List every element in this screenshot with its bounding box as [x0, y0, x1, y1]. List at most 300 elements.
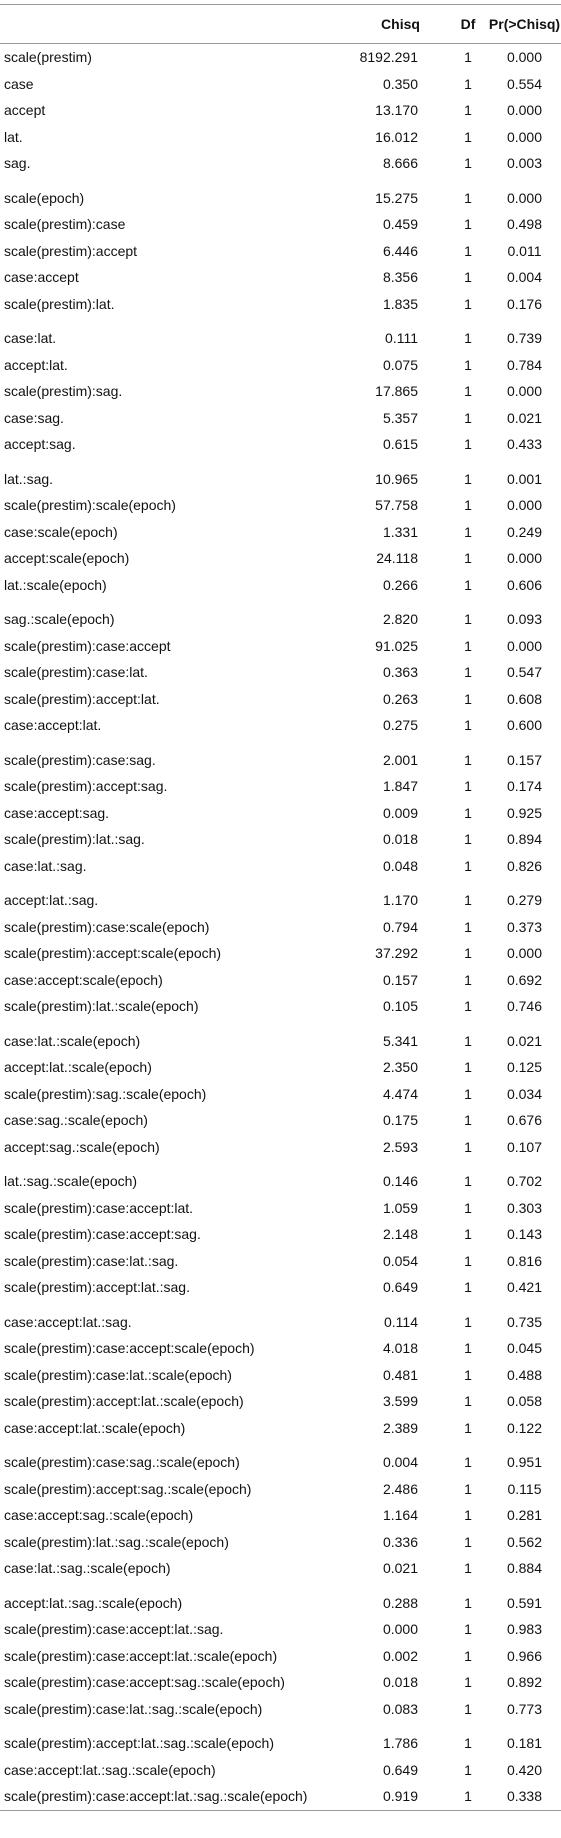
table-row	[0, 378, 561, 405]
term-cell: scale(prestim):case	[4, 216, 126, 233]
term-cell: accept:lat.:sag.:scale(epoch)	[4, 1594, 183, 1611]
table-row	[0, 1134, 561, 1161]
p-value-cell: 0.125	[506, 1059, 543, 1076]
p-value-cell: 0.000	[506, 189, 543, 206]
term-cell: scale(prestim)	[4, 49, 92, 66]
df-cell: 1	[464, 269, 472, 286]
term-cell: lat.	[4, 128, 23, 145]
chisq-cell: 57.758	[375, 497, 418, 514]
df-cell: 1	[464, 1735, 472, 1752]
p-value-cell: 0.894	[506, 831, 543, 848]
df-cell: 1	[464, 1507, 472, 1524]
p-value-cell: 0.003	[506, 155, 543, 172]
p-value-cell: 0.174	[506, 778, 543, 795]
chisq-cell: 1.786	[382, 1735, 418, 1752]
table-header	[0, 5, 561, 44]
chisq-cell: 1.835	[382, 295, 418, 312]
term-cell: scale(prestim):case:accept:lat.:sag.	[4, 1621, 224, 1638]
term-cell: scale(prestim):accept:scale(epoch)	[4, 945, 222, 962]
term-cell: scale(prestim):accept:lat.:sag.:scale(epoch)	[4, 1735, 274, 1752]
chisq-cell: 0.021	[382, 1560, 418, 1577]
header-df: Df	[460, 16, 476, 32]
p-value-cell: 0.004	[506, 269, 543, 286]
header-p-value: Pr(>Chisq)	[488, 16, 561, 32]
df-cell: 1	[464, 1366, 472, 1383]
df-cell: 1	[464, 75, 472, 92]
chisq-cell: 0.794	[382, 918, 418, 935]
table-row	[0, 431, 561, 458]
table-row	[0, 405, 561, 432]
table-row	[0, 967, 561, 994]
table-row	[0, 1476, 561, 1503]
chisq-cell: 37.292	[375, 945, 418, 962]
term-cell: scale(prestim):scale(epoch)	[4, 497, 176, 514]
table-row	[0, 800, 561, 827]
table-row	[0, 914, 561, 941]
df-cell: 1	[464, 242, 472, 259]
df-cell: 1	[464, 857, 472, 874]
p-value-cell: 0.600	[506, 717, 543, 734]
p-value-cell: 0.547	[506, 664, 543, 681]
chisq-cell: 1.331	[382, 523, 418, 540]
chisq-cell: 15.275	[375, 189, 418, 206]
table-row	[0, 659, 561, 686]
table-row	[0, 211, 561, 238]
chisq-cell: 1.059	[382, 1199, 418, 1216]
table-row	[0, 291, 561, 318]
df-cell: 1	[464, 664, 472, 681]
table-row	[0, 572, 561, 599]
chisq-cell: 5.357	[382, 409, 418, 426]
p-value-cell: 0.951	[506, 1454, 543, 1471]
term-cell: scale(prestim):accept:sag.	[4, 778, 168, 795]
term-cell: case:accept:scale(epoch)	[4, 971, 163, 988]
df-cell: 1	[464, 295, 472, 312]
chisq-cell: 2.486	[382, 1480, 418, 1497]
df-cell: 1	[464, 550, 472, 567]
p-value-cell: 0.303	[506, 1199, 543, 1216]
table-row	[0, 1248, 561, 1275]
p-value-cell: 0.826	[506, 857, 543, 874]
df-cell: 1	[464, 356, 472, 373]
table-row	[0, 1107, 561, 1134]
p-value-cell: 0.000	[506, 128, 543, 145]
p-value-cell: 0.739	[506, 330, 543, 347]
p-value-cell: 0.000	[506, 497, 543, 514]
table-row	[0, 177, 561, 212]
p-value-cell: 0.281	[506, 1507, 543, 1524]
df-cell: 1	[464, 1419, 472, 1436]
table-row	[0, 940, 561, 967]
p-value-cell: 0.925	[506, 804, 543, 821]
table-row	[0, 993, 561, 1020]
term-cell: scale(prestim):lat.:sag.	[4, 831, 145, 848]
term-cell: case:lat.:sag.	[4, 857, 87, 874]
table-row	[0, 519, 561, 546]
table-row	[0, 826, 561, 853]
p-value-cell: 0.562	[506, 1533, 543, 1550]
term-cell: scale(prestim):case:accept:lat.	[4, 1199, 194, 1216]
df-cell: 1	[464, 1340, 472, 1357]
chisq-cell: 24.118	[376, 550, 418, 567]
df-cell: 1	[464, 1621, 472, 1638]
term-cell: scale(prestim):lat.:scale(epoch)	[4, 998, 199, 1015]
p-value-cell: 0.021	[506, 409, 543, 426]
term-cell: case:accept	[4, 269, 79, 286]
chisq-cell: 4.018	[382, 1340, 418, 1357]
p-value-cell: 0.045	[506, 1340, 543, 1357]
p-value-cell: 0.773	[506, 1700, 543, 1717]
table-row	[0, 1502, 561, 1529]
chisq-cell: 2.593	[382, 1138, 418, 1155]
df-cell: 1	[464, 189, 472, 206]
term-cell: lat.:sag.	[4, 470, 54, 487]
df-cell: 1	[464, 216, 472, 233]
table-row	[0, 1160, 561, 1195]
df-cell: 1	[464, 49, 472, 66]
p-value-cell: 0.000	[506, 383, 543, 400]
df-cell: 1	[464, 1480, 472, 1497]
term-cell: accept:sag.:scale(epoch)	[4, 1138, 160, 1155]
p-value-cell: 0.000	[506, 637, 543, 654]
p-value-cell: 0.000	[506, 945, 543, 962]
table-row	[0, 150, 561, 177]
df-cell: 1	[464, 470, 472, 487]
chisq-cell: 0.048	[382, 857, 418, 874]
df-cell: 1	[464, 1313, 472, 1330]
table-row	[0, 1555, 561, 1582]
table-row	[0, 1757, 561, 1784]
term-cell: accept:lat.	[4, 356, 68, 373]
table-row	[0, 352, 561, 379]
table-row	[0, 545, 561, 572]
term-cell: accept	[4, 102, 46, 119]
term-cell: scale(prestim):case:accept:sag.:scale(epoch)	[4, 1674, 285, 1691]
p-value-cell: 0.983	[506, 1621, 543, 1638]
chisq-cell: 0.146	[382, 1173, 418, 1190]
chisq-cell: 0.919	[382, 1788, 418, 1805]
df-cell: 1	[464, 804, 472, 821]
p-value-cell: 0.115	[507, 1480, 542, 1497]
chisq-cell: 5.341	[382, 1032, 418, 1049]
term-cell: scale(prestim):accept:lat.:scale(epoch)	[4, 1393, 244, 1410]
term-cell: case:scale(epoch)	[4, 523, 118, 540]
p-value-cell: 0.591	[506, 1594, 543, 1611]
table-row	[0, 686, 561, 713]
term-cell: scale(prestim):accept:lat.	[4, 690, 160, 707]
table-row	[0, 1388, 561, 1415]
term-cell: scale(prestim):case:lat.	[4, 664, 148, 681]
table-row	[0, 1195, 561, 1222]
anova-table	[0, 4, 561, 1811]
chisq-cell: 0.018	[382, 831, 418, 848]
term-cell: scale(prestim):case:sag.	[4, 751, 156, 768]
p-value-cell: 0.421	[506, 1279, 543, 1296]
header-term	[0, 5, 333, 44]
term-cell: scale(prestim):lat.:sag.:scale(epoch)	[4, 1533, 229, 1550]
chisq-cell: 0.266	[382, 576, 418, 593]
table-row	[0, 1221, 561, 1248]
df-cell: 1	[464, 892, 472, 909]
term-cell: case:accept:lat.:sag.:scale(epoch)	[4, 1761, 216, 1778]
chisq-cell: 0.105	[382, 998, 418, 1015]
term-cell: case:accept:lat.	[4, 717, 102, 734]
chisq-cell: 17.865	[375, 383, 418, 400]
table-row	[0, 317, 561, 352]
table-row	[0, 264, 561, 291]
term-cell: scale(prestim):accept	[4, 242, 138, 259]
p-value-cell: 0.143	[506, 1226, 543, 1243]
table-row	[0, 1054, 561, 1081]
term-cell: scale(prestim):case:accept:lat.:scale(epoch)	[4, 1647, 278, 1664]
table-row	[0, 1081, 561, 1108]
term-cell: scale(prestim):sag.	[4, 383, 123, 400]
term-cell: scale(prestim):accept:sag.:scale(epoch)	[4, 1480, 252, 1497]
p-value-cell: 0.107	[506, 1138, 543, 1155]
df-cell: 1	[464, 778, 472, 795]
df-cell: 1	[464, 1788, 472, 1805]
df-cell: 1	[464, 436, 472, 453]
chisq-cell: 8192.291	[359, 49, 418, 66]
df-cell: 1	[464, 637, 472, 654]
term-cell: scale(prestim):case:lat.:scale(epoch)	[4, 1366, 232, 1383]
p-value-cell: 0.735	[506, 1313, 543, 1330]
chisq-cell: 1.170	[382, 892, 418, 909]
df-cell: 1	[464, 1279, 472, 1296]
term-cell: case:sag.:scale(epoch)	[4, 1112, 148, 1129]
p-value-cell: 0.373	[506, 918, 543, 935]
chisq-cell: 8.356	[382, 269, 418, 286]
p-value-cell: 0.279	[506, 892, 543, 909]
chisq-cell: 0.363	[382, 664, 418, 681]
table-row	[0, 712, 561, 739]
p-value-cell: 0.011	[507, 242, 542, 259]
chisq-cell: 3.599	[382, 1393, 418, 1410]
df-cell: 1	[464, 1226, 472, 1243]
chisq-cell: 0.649	[382, 1279, 418, 1296]
p-value-cell: 0.692	[506, 971, 543, 988]
p-value-cell: 0.498	[506, 216, 543, 233]
chisq-cell: 0.157	[382, 971, 418, 988]
chisq-cell: 6.446	[382, 242, 418, 259]
chisq-cell: 2.389	[382, 1419, 418, 1436]
p-value-cell: 0.892	[506, 1674, 543, 1691]
term-cell: scale(prestim):lat.	[4, 295, 115, 312]
term-cell: lat.:scale(epoch)	[4, 576, 107, 593]
df-cell: 1	[464, 128, 472, 145]
term-cell: scale(prestim):case:accept	[4, 637, 171, 654]
term-cell: lat.:sag.:scale(epoch)	[4, 1173, 138, 1190]
table-row	[0, 1582, 561, 1617]
term-cell: scale(prestim):case:accept:scale(epoch)	[4, 1340, 255, 1357]
df-cell: 1	[464, 1761, 472, 1778]
df-cell: 1	[464, 155, 472, 172]
df-cell: 1	[464, 1199, 472, 1216]
df-cell: 1	[464, 102, 472, 119]
term-cell: case:lat.:sag.:scale(epoch)	[4, 1560, 171, 1577]
chisq-cell: 0.004	[382, 1454, 418, 1471]
df-cell: 1	[464, 1700, 472, 1717]
table-row	[0, 739, 561, 774]
table-row	[0, 1274, 561, 1301]
p-value-cell: 0.433	[506, 436, 543, 453]
term-cell: scale(prestim):case:scale(epoch)	[4, 918, 210, 935]
table-row	[0, 1696, 561, 1723]
term-cell: sag.	[4, 155, 31, 172]
table-row	[0, 492, 561, 519]
chisq-cell: 0.000	[382, 1621, 418, 1638]
df-cell: 1	[464, 330, 472, 347]
table-row	[0, 1722, 561, 1757]
chisq-cell: 0.075	[382, 356, 418, 373]
chisq-cell: 2.001	[382, 751, 418, 768]
table-row	[0, 879, 561, 914]
chisq-cell: 2.820	[382, 611, 418, 628]
table-row	[0, 853, 561, 880]
p-value-cell: 0.338	[506, 1788, 543, 1805]
chisq-cell: 0.350	[382, 75, 418, 92]
chisq-cell: 1.164	[382, 1507, 418, 1524]
header-chisq: Chisq	[381, 16, 420, 32]
p-value-cell: 0.157	[506, 751, 543, 768]
term-cell: scale(prestim):case:accept:lat.:sag.:scale(epoch)	[4, 1788, 308, 1805]
term-cell: sag.:scale(epoch)	[4, 611, 115, 628]
df-cell: 1	[464, 751, 472, 768]
term-cell: case:accept:sag.	[4, 804, 110, 821]
term-cell: accept:scale(epoch)	[4, 550, 130, 567]
chisq-cell: 2.148	[382, 1226, 418, 1243]
p-value-cell: 0.000	[506, 550, 543, 567]
df-cell: 1	[464, 1393, 472, 1410]
chisq-cell: 16.012	[375, 128, 418, 145]
table-row	[0, 44, 561, 71]
term-cell: scale(prestim):sag.:scale(epoch)	[4, 1085, 207, 1102]
df-cell: 1	[464, 523, 472, 540]
term-cell: accept:sag.	[4, 436, 76, 453]
df-cell: 1	[464, 831, 472, 848]
p-value-cell: 0.702	[506, 1173, 543, 1190]
chisq-cell: 0.263	[382, 690, 418, 707]
term-cell: scale(prestim):case:accept:sag.	[4, 1226, 201, 1243]
chisq-cell: 0.275	[382, 717, 418, 734]
df-cell: 1	[464, 576, 472, 593]
df-cell: 1	[464, 998, 472, 1015]
df-cell: 1	[464, 1032, 472, 1049]
table-row	[0, 1643, 561, 1670]
df-cell: 1	[464, 1173, 472, 1190]
table-row	[0, 97, 561, 124]
p-value-cell: 0.884	[506, 1560, 543, 1577]
p-value-cell: 0.249	[506, 523, 543, 540]
chisq-cell: 1.847	[382, 778, 418, 795]
df-cell: 1	[464, 383, 472, 400]
p-value-cell: 0.488	[506, 1366, 543, 1383]
term-cell: case:accept:lat.:sag.	[4, 1313, 132, 1330]
table-row	[0, 458, 561, 493]
p-value-cell: 0.176	[506, 295, 543, 312]
p-value-cell: 0.021	[506, 1032, 543, 1049]
chisq-cell: 0.002	[382, 1647, 418, 1664]
header-row	[0, 5, 561, 44]
chisq-cell: 10.965	[375, 470, 418, 487]
p-value-cell: 0.746	[506, 998, 543, 1015]
table-row	[0, 1529, 561, 1556]
term-cell: scale(prestim):case:lat.:sag.	[4, 1252, 179, 1269]
df-cell: 1	[464, 1560, 472, 1577]
table-row	[0, 1441, 561, 1476]
chisq-cell: 0.114	[384, 1313, 418, 1330]
term-cell: scale(prestim):case:sag.:scale(epoch)	[4, 1454, 240, 1471]
table-row	[0, 633, 561, 660]
p-value-cell: 0.093	[506, 611, 543, 628]
df-cell: 1	[464, 611, 472, 628]
df-cell: 1	[464, 1252, 472, 1269]
df-cell: 1	[464, 1454, 472, 1471]
df-cell: 1	[464, 1085, 472, 1102]
df-cell: 1	[464, 497, 472, 514]
term-cell: accept:lat.:scale(epoch)	[4, 1059, 152, 1076]
table-row	[0, 1362, 561, 1389]
df-cell: 1	[464, 1594, 472, 1611]
df-cell: 1	[464, 918, 472, 935]
chisq-cell: 2.350	[382, 1059, 418, 1076]
term-cell: case	[4, 75, 34, 92]
table-row	[0, 71, 561, 98]
p-value-cell: 0.966	[506, 1647, 543, 1664]
p-value-cell: 0.001	[506, 470, 543, 487]
p-value-cell: 0.181	[506, 1735, 543, 1752]
chisq-cell: 0.083	[382, 1700, 418, 1717]
term-cell: case:accept:sag.:scale(epoch)	[4, 1507, 194, 1524]
term-cell: case:sag.	[4, 409, 64, 426]
df-cell: 1	[464, 1059, 472, 1076]
term-cell: scale(epoch)	[4, 189, 85, 206]
df-cell: 1	[464, 1647, 472, 1664]
p-value-cell: 0.554	[506, 75, 543, 92]
table-row	[0, 773, 561, 800]
chisq-cell: 0.459	[382, 216, 418, 233]
chisq-cell: 0.175	[382, 1112, 418, 1129]
table-row	[0, 1415, 561, 1442]
term-cell: case:accept:lat.:scale(epoch)	[4, 1419, 186, 1436]
chisq-cell: 0.009	[382, 804, 418, 821]
p-value-cell: 0.000	[506, 102, 543, 119]
table-row	[0, 1301, 561, 1336]
p-value-cell: 0.122	[506, 1419, 543, 1436]
p-value-cell: 0.606	[506, 576, 543, 593]
term-cell: scale(prestim):accept:lat.:sag.	[4, 1279, 190, 1296]
table-row	[0, 124, 561, 151]
chisq-cell: 0.288	[382, 1594, 418, 1611]
chisq-cell: 4.474	[382, 1085, 418, 1102]
df-cell: 1	[464, 945, 472, 962]
table-row	[0, 598, 561, 633]
table-row	[0, 1616, 561, 1643]
table-row	[0, 1020, 561, 1055]
table-row	[0, 1335, 561, 1362]
p-value-cell: 0.816	[506, 1252, 543, 1269]
df-cell: 1	[464, 1533, 472, 1550]
chisq-cell: 0.336	[382, 1533, 418, 1550]
term-cell: case:lat.	[4, 330, 57, 347]
chisq-cell: 0.054	[382, 1252, 418, 1269]
chisq-cell: 8.666	[382, 155, 418, 172]
chisq-cell: 0.481	[382, 1366, 418, 1383]
term-cell: scale(prestim):case:lat.:sag.:scale(epoch)	[4, 1700, 263, 1717]
chisq-cell: 91.025	[375, 637, 418, 654]
table-body	[0, 44, 561, 1811]
p-value-cell: 0.784	[506, 356, 543, 373]
